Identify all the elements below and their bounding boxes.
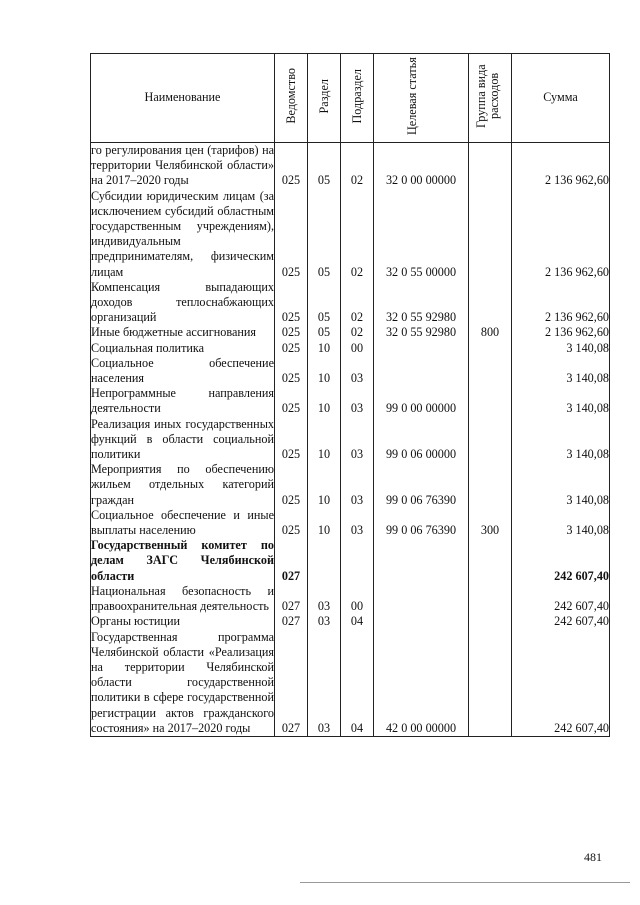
cell-department [275,189,308,280]
cell-section-text: 10 [317,340,331,355]
cell-expense-group [469,143,512,189]
cell-subsection-text: 03 [350,447,364,462]
col-header-department: Ведомство [275,54,308,143]
cell-section-text: 05 [317,310,331,325]
cell-name [91,630,275,737]
cell-name [91,584,275,614]
cell-name [91,538,275,584]
col-header-sum: Сумма [512,54,610,143]
cell-section-text: 05 [317,173,331,188]
cell-expense-group [469,630,512,737]
cell-name-text: Субсидии юридическим лицам (за исключением субсидий областным государственным учреждениям), индивидуальным предпринимателям, физическим лицам [91,188,274,279]
cell-expense-group [469,462,512,508]
cell-expense-group [469,341,512,356]
cell-department [275,356,308,386]
cell-section-text: 10 [317,371,331,386]
budget-table [90,53,610,737]
cell-name [91,143,275,189]
cell-name [91,325,275,340]
cell-section [308,143,341,189]
col-header-name: Наименование [91,54,275,143]
cell-section [308,325,341,340]
cell-subsection-text: 04 [350,614,364,629]
cell-sum-text: 2 136 962,60 [545,173,609,188]
cell-sum-text: 3 140,08 [566,523,609,538]
cell-target-article-text: 32 0 55 92980 [385,310,457,325]
cell-name-text: го регулирования цен (тарифов) на территории Челябинской области» на 2017–2020 годы [91,143,274,188]
cell-sum-text: 3 140,08 [566,340,609,355]
cell-sum [512,280,610,326]
cell-target-article [374,325,469,340]
cell-section-text: 03 [317,599,331,614]
page-number: 481 [584,850,602,864]
cell-name [91,386,275,416]
cell-subsection-text: 02 [350,310,364,325]
table-row [91,386,610,416]
cell-section-text: 10 [317,401,331,416]
cell-name-text: Непрограммные направления деятельности [91,386,274,416]
cell-expense-group [469,189,512,280]
cell-department [275,280,308,326]
cell-sum [512,325,610,340]
cell-target-article [374,462,469,508]
cell-department-text: 025 [281,340,301,355]
table-row [91,462,610,508]
cell-expense-group [469,614,512,629]
cell-target-article [374,417,469,463]
table-row [91,614,610,629]
cell-department-text: 027 [281,568,301,583]
cell-expense-group [469,584,512,614]
cell-subsection-text: 02 [350,173,364,188]
cell-name-text: Государственный комитет по делам ЗАГС Челябинской области [91,538,274,583]
cell-name-text: Мероприятия по обеспечению жильем отдельных категорий граждан [91,462,274,507]
cell-department [275,325,308,340]
cell-name [91,341,275,356]
cell-target-article-text: 42 0 00 00000 [385,720,457,735]
cell-target-article [374,280,469,326]
table-body [91,143,610,737]
cell-expense-group-text: 800 [480,325,500,340]
cell-sum-text: 2 136 962,60 [545,310,609,325]
cell-expense-group [469,356,512,386]
cell-subsection [341,630,374,737]
cell-section [308,417,341,463]
cell-section [308,386,341,416]
cell-subsection-text: 03 [350,401,364,416]
cell-department-text: 025 [281,371,301,386]
cell-subsection-text: 00 [350,599,364,614]
cell-sum [512,189,610,280]
cell-section-text: 10 [317,447,331,462]
cell-section-text: 10 [317,492,331,507]
cell-sum [512,341,610,356]
cell-name [91,417,275,463]
cell-name [91,356,275,386]
table-row [91,584,610,614]
cell-subsection [341,584,374,614]
cell-target-article-text: 99 0 06 00000 [385,447,457,462]
cell-sum-text: 242 607,40 [554,614,609,629]
cell-section [308,356,341,386]
cell-subsection-text: 00 [350,340,364,355]
cell-department-text: 025 [281,523,301,538]
cell-target-article [374,508,469,538]
cell-department [275,508,308,538]
col-header-section: Раздел [308,54,341,143]
cell-department-text: 025 [281,173,301,188]
cell-name-text: Национальная безопасность и правоохранительная деятельность [91,583,274,614]
cell-department-text: 025 [281,447,301,462]
table-row [91,143,610,189]
cell-sum [512,508,610,538]
cell-section-text: 05 [317,325,331,340]
cell-sum-text: 3 140,08 [566,401,609,416]
cell-target-article [374,341,469,356]
cell-sum [512,386,610,416]
footer-rule [300,882,630,883]
cell-subsection [341,341,374,356]
cell-department-text: 025 [281,492,301,507]
table-row [91,508,610,538]
cell-department [275,614,308,629]
cell-subsection [341,280,374,326]
cell-section-text: 03 [317,720,331,735]
cell-sum-text: 242 607,40 [554,599,609,614]
cell-expense-group [469,325,512,340]
cell-sum [512,630,610,737]
cell-target-article-text: 32 0 00 00000 [385,173,457,188]
cell-department-text: 025 [281,310,301,325]
cell-sum [512,417,610,463]
cell-target-article [374,356,469,386]
cell-subsection [341,614,374,629]
table-row [91,356,610,386]
cell-department [275,584,308,614]
cell-subsection-text: 03 [350,492,364,507]
table-row [91,630,610,737]
cell-sum [512,462,610,508]
cell-department-text: 025 [281,325,301,340]
cell-sum [512,356,610,386]
cell-target-article [374,386,469,416]
cell-department [275,143,308,189]
cell-subsection-text: 03 [350,371,364,386]
cell-department [275,538,308,584]
cell-name-text: Социальное обеспечение и иные выплаты населению [91,507,274,538]
cell-target-article-text: 99 0 00 00000 [385,401,457,416]
cell-target-article-text: 99 0 06 76390 [385,523,457,538]
cell-target-article [374,584,469,614]
cell-subsection [341,508,374,538]
cell-expense-group [469,508,512,538]
table-header-row [91,54,610,143]
cell-section-text: 03 [317,614,331,629]
cell-target-article-text: 99 0 06 76390 [385,492,457,507]
cell-name-text: Иные бюджетные ассигнования [91,325,257,340]
cell-expense-group [469,538,512,584]
cell-subsection [341,189,374,280]
cell-subsection-text: 04 [350,720,364,735]
cell-sum [512,143,610,189]
cell-target-article [374,630,469,737]
cell-subsection-text: 02 [350,325,364,340]
cell-sum [512,584,610,614]
table-row [91,280,610,326]
cell-name [91,189,275,280]
cell-sum-text: 3 140,08 [566,492,609,507]
cell-department-text: 027 [281,614,301,629]
table-row [91,538,610,584]
cell-sum-text: 242 607,40 [554,720,609,735]
cell-sum [512,538,610,584]
cell-name [91,614,275,629]
cell-name [91,508,275,538]
cell-department [275,341,308,356]
cell-target-article [374,538,469,584]
cell-section [308,584,341,614]
cell-section [308,630,341,737]
cell-target-article [374,143,469,189]
cell-subsection [341,325,374,340]
cell-department [275,462,308,508]
cell-section [308,341,341,356]
cell-department [275,417,308,463]
table-row [91,417,610,463]
cell-subsection-text: 03 [350,523,364,538]
cell-name [91,462,275,508]
table-row [91,341,610,356]
cell-target-article-text: 32 0 55 92980 [385,325,457,340]
table-row [91,189,610,280]
cell-sum-text: 242 607,40 [554,568,609,583]
cell-subsection [341,462,374,508]
cell-expense-group [469,280,512,326]
col-header-subsection: Подраздел [341,54,374,143]
cell-subsection [341,143,374,189]
table-row [91,325,610,340]
cell-department-text: 025 [281,401,301,416]
cell-subsection [341,356,374,386]
cell-expense-group [469,386,512,416]
cell-sum-text: 3 140,08 [566,371,609,386]
cell-section [308,538,341,584]
cell-department [275,386,308,416]
cell-expense-group [469,417,512,463]
cell-department [275,630,308,737]
cell-expense-group-text: 300 [480,523,500,538]
cell-section [308,462,341,508]
cell-sum-text: 2 136 962,60 [545,325,609,340]
cell-target-article [374,189,469,280]
cell-department-text: 025 [281,264,301,279]
cell-name-text: Государственная программа Челябинской области «Реализация на территории Челябинской области государственной политики в сфере государственной регистрации актов гражданского состояния» на 2017–2020 годы [91,629,274,735]
cell-name-text: Реализация иных государственных функций в области социальной политики [91,416,274,462]
cell-section [308,280,341,326]
cell-sum [512,614,610,629]
cell-sum-text: 3 140,08 [566,447,609,462]
cell-sum-text: 2 136 962,60 [545,264,609,279]
cell-section-text: 10 [317,523,331,538]
cell-name-text: Компенсация выпадающих доходов теплоснабжающих организаций [91,279,274,325]
cell-department-text: 027 [281,720,301,735]
cell-name-text: Социальное обеспечение населения [91,355,274,386]
cell-department-text: 027 [281,599,301,614]
cell-section [308,614,341,629]
cell-subsection-text: 02 [350,264,364,279]
cell-name-text: Социальная политика [91,340,205,355]
col-header-target-article: Целевая статья [374,54,469,143]
cell-section [308,508,341,538]
cell-subsection [341,538,374,584]
cell-section-text: 05 [317,264,331,279]
cell-name-text: Органы юстиции [91,614,180,629]
cell-subsection [341,386,374,416]
cell-target-article-text: 32 0 55 00000 [385,264,457,279]
cell-name [91,280,275,326]
cell-subsection [341,417,374,463]
cell-section [308,189,341,280]
cell-target-article [374,614,469,629]
col-header-expense-group: Группа вида расходов [469,54,512,143]
